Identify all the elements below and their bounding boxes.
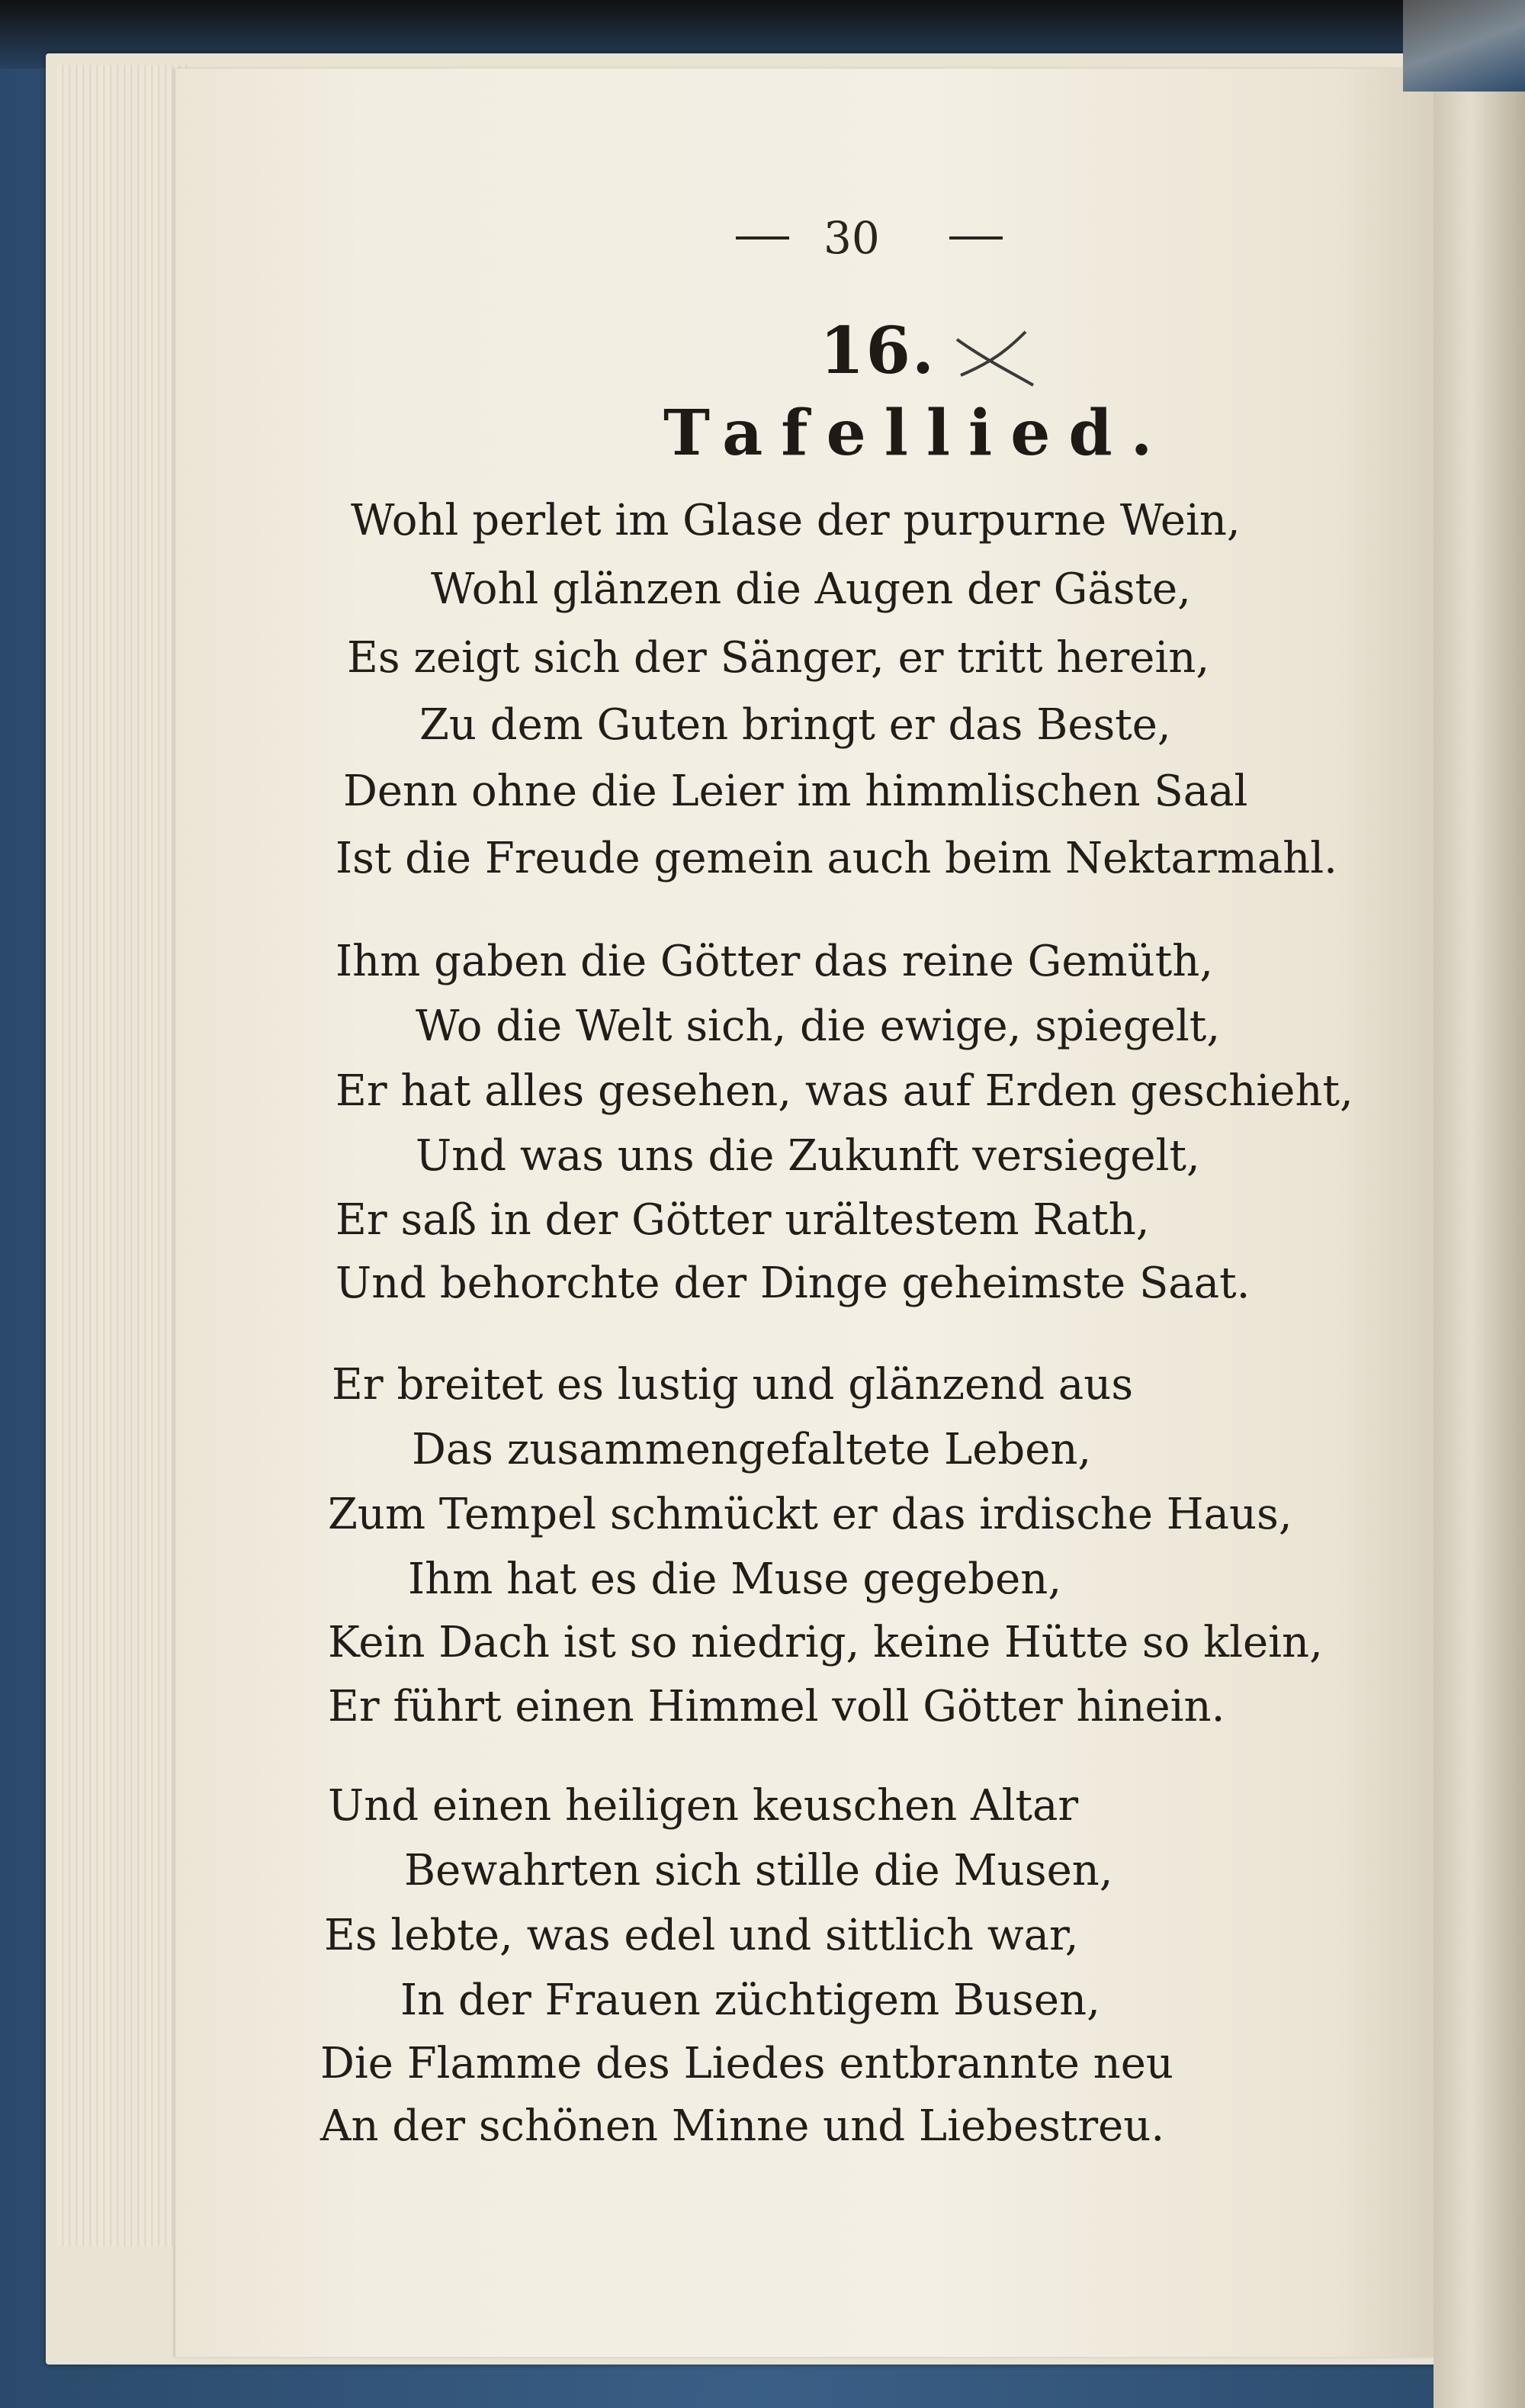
verse-line: Es zeigt sich der Sänger, er tritt herein, [347, 633, 1210, 683]
poem-number: 16. [820, 313, 936, 388]
verse-line: Und behorchte der Dinge geheimste Saat. [336, 1259, 1250, 1308]
verse-line: Er breitet es lustig und glänzend aus [332, 1360, 1134, 1410]
verse-line: Kein Dach ist so niedrig, keine Hütte so klein, [328, 1618, 1323, 1667]
verse-line: Ihm gaben die Götter das reine Gemüth, [336, 937, 1214, 986]
verse-line: Wo die Welt sich, die ewige, spiegelt, [416, 1001, 1221, 1051]
page-number: 30 [824, 212, 880, 264]
verse-line: Ist die Freude gemein auch beim Nektarmahl. [336, 834, 1337, 883]
page-number-dash-left [736, 236, 789, 240]
verse-line: Und was uns die Zukunft versiegelt, [416, 1131, 1200, 1181]
verse-line: Wohl glänzen die Augen der Gäste, [431, 564, 1191, 614]
verse-line: Denn ohne die Leier im himmlischen Saal [343, 767, 1248, 816]
verse-line: Er hat alles gesehen, was auf Erden geschieht, [336, 1066, 1353, 1116]
verse-line: Er führt einen Himmel voll Götter hinein. [328, 1682, 1225, 1731]
verse-line: Es lebte, was edel und sittlich war, [324, 1911, 1079, 1960]
poem-title: Tafellied. [663, 397, 1171, 470]
verse-line: Zum Tempel schmückt er das irdische Haus, [328, 1490, 1292, 1539]
verse-line: Die Flamme des Liedes entbrannte neu [320, 2039, 1173, 2088]
verse-line: Bewahrten sich stille die Musen, [404, 1846, 1113, 1895]
verse-line: Und einen heiligen keuschen Altar [328, 1781, 1079, 1831]
page-number-dash-right [949, 236, 1003, 240]
verse-line: Ihm hat es die Muse gegeben, [408, 1554, 1062, 1604]
verse-line: Das zusammengefaltete Leben, [412, 1425, 1092, 1474]
verse-line: An der schönen Minne und Liebestreu. [320, 2101, 1165, 2151]
verse-line: In der Frauen züchtigem Busen, [400, 1976, 1100, 2025]
verse-line: Wohl perlet im Glase der purpurne Wein, [351, 496, 1241, 545]
verse-line: Zu dem Guten bringt er das Beste, [419, 700, 1171, 750]
verse-line: Er saß in der Götter urältestem Rath, [336, 1195, 1150, 1245]
